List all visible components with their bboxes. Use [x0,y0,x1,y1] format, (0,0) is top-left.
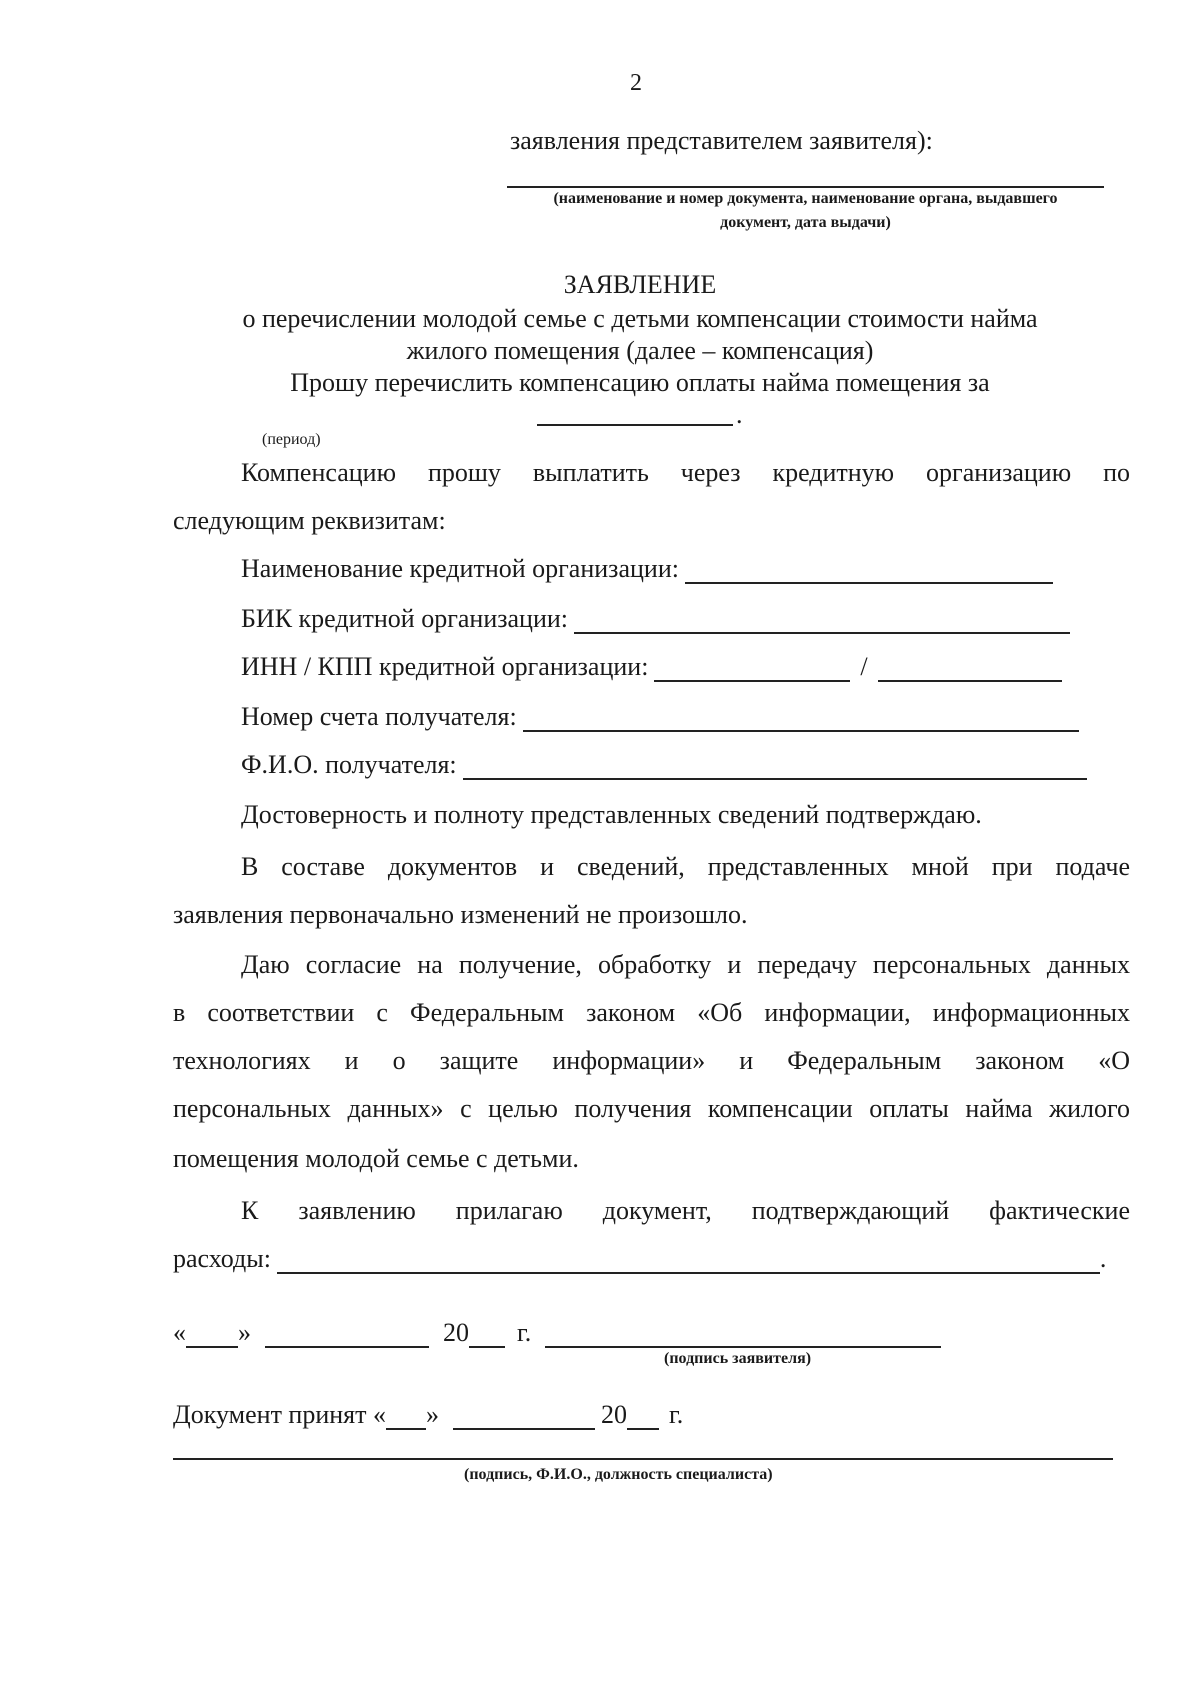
attachment-line-1: К заявлению прилагаю документ, подтверждающий фактические [241,1196,1130,1225]
year-prefix: 20 [443,1318,469,1347]
document-subtitle-2: жилого помещения (далее – компенсация) [406,336,874,365]
page-number: 2 [630,70,642,96]
accepted-month-field[interactable] [453,1406,595,1430]
month-field[interactable] [265,1324,429,1348]
recipient-field[interactable] [463,756,1087,780]
header-caption-1: (наименование и номер документа, наименование органа, выдавшего [553,190,1058,207]
period-caption: (период) [262,431,321,448]
confirm-statement: Достоверность и полноту представленных сведений подтверждаю. [241,800,982,829]
inn-kpp-slash: / [860,652,868,681]
applicant-signature-caption: (подпись заявителя) [664,1350,812,1367]
accepted-quote-close: » [426,1400,439,1429]
document-title: ЗАЯВЛЕНИЕ [563,270,717,299]
bik-label: БИК кредитной организации: [241,604,569,633]
accepted-row [173,1400,683,1430]
no-changes-line-2: заявления первоначально изменений не произошло. [173,900,748,929]
no-changes-line-1: В составе документов и сведений, представленных мной при подаче [241,852,1130,881]
payment-intro-line-1: Компенсацию прошу выплатить через кредитную организацию по [241,458,1130,487]
recipient-row [241,750,1087,780]
recipient-label: Ф.И.О. получателя: [241,750,457,779]
applicant-date-row [173,1318,941,1348]
day-field[interactable] [186,1324,238,1348]
bik-field[interactable] [574,610,1070,634]
payment-intro-line-2: следующим реквизитам: [173,506,446,535]
bank-name-field[interactable] [685,560,1053,584]
account-field[interactable] [523,708,1079,732]
inn-kpp-label: ИНН / КПП кредитной организации: [241,652,649,681]
accepted-day-field[interactable] [386,1406,426,1430]
bik-row [241,604,1070,634]
request-line: Прошу перечислить компенсацию оплаты найма помещения за [290,368,990,397]
period-field[interactable] [537,424,733,426]
accepted-year-suffix: г. [669,1400,684,1429]
consent-line-4: персональных данных» с целью получения компенсации оплаты найма жилого [173,1094,1130,1123]
header-caption-2: документ, дата выдачи) [720,214,891,231]
attachment-row [173,1244,1106,1274]
year-suffix: г. [517,1318,532,1347]
date-quote-open: « [173,1318,186,1347]
consent-line-2: в соответствии с Федеральным законом «Об информации, информационных [173,998,1130,1027]
document-subtitle-1: о перечислении молодой семье с детьми компенсации стоимости найма [242,304,1038,333]
attachment-label: расходы: [173,1244,271,1273]
date-quote-close: » [238,1318,251,1347]
consent-line-5: помещения молодой семье с детьми. [173,1144,579,1173]
header-text: заявления представителем заявителя): [510,126,933,155]
account-label: Номер счета получателя: [241,702,517,731]
kpp-field[interactable] [878,658,1062,682]
account-row [241,702,1079,732]
consent-line-3: технологиях и о защите информации» и Федеральным законом «О [173,1046,1130,1075]
year-field[interactable] [469,1324,505,1348]
applicant-signature-field[interactable] [545,1324,941,1348]
specialist-signature-field[interactable] [173,1458,1113,1460]
header-underline [507,186,1104,188]
attachment-dot: . [1099,1244,1107,1273]
accepted-label: Документ принят « [173,1400,386,1429]
attachment-field[interactable] [277,1250,1100,1274]
bank-name-row [241,554,1053,584]
specialist-signature-caption: (подпись, Ф.И.О., должность специалиста) [464,1466,773,1483]
inn-kpp-row [241,652,1062,682]
accepted-year-prefix: 20 [601,1400,627,1429]
consent-line-1: Даю согласие на получение, обработку и передачу персональных данных [241,950,1130,979]
inn-field[interactable] [654,658,850,682]
bank-name-label: Наименование кредитной организации: [241,554,679,583]
accepted-year-field[interactable] [627,1406,659,1430]
period-dot: . [736,400,743,429]
